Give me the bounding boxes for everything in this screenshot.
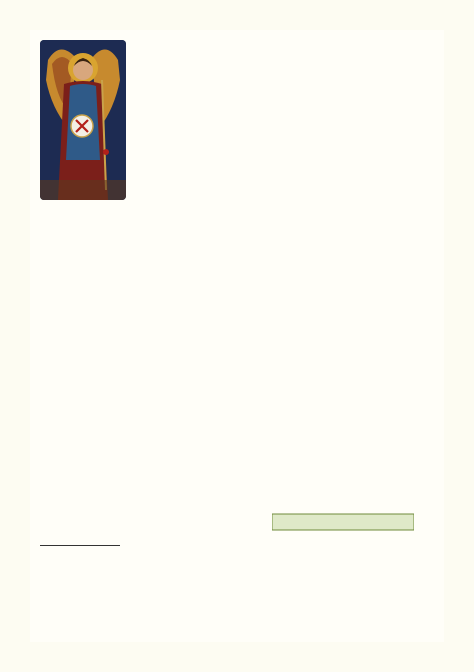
ornamental-band-icon xyxy=(272,513,414,531)
angel-icon-image xyxy=(40,40,126,200)
archangel-icon xyxy=(40,40,126,200)
left-column xyxy=(40,212,240,215)
floral-border-top xyxy=(0,0,474,30)
footnote-rule xyxy=(40,545,120,546)
floral-border-left xyxy=(0,30,30,642)
footnotes xyxy=(40,552,440,554)
floral-border-bottom xyxy=(0,642,474,672)
floral-border-right xyxy=(444,30,474,642)
